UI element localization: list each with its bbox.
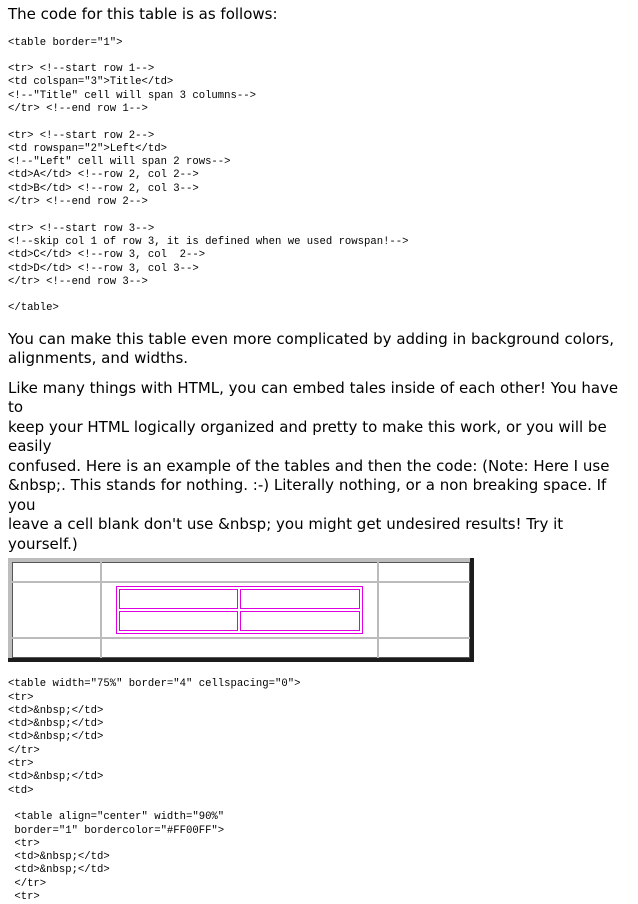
outer-cell bbox=[378, 560, 472, 582]
code-block-nested-table: <table width="75%" border="4" cellspacing="0"> <tr> <td>&nbsp;</td> <td>&nbsp;</td> <td>&nbsp;</td> </tr> <tr> <td>&nbsp;</td> <td> <table align="center" width="90%" border="1" bordercolor="#FF00FF"> <tr> <td>&nbsp;</td> <td>&nbsp;</td> </tr> <tr> bbox=[8, 678, 301, 903]
inner-cell bbox=[119, 611, 239, 631]
inner-magenta-table bbox=[116, 586, 364, 634]
paragraph-nested-tables: Like many things with HTML, you can embed tales inside of each other! You have to keep your HTML logically organized and pretty to make this work, or you will be easily confused. Here is an example of the tables and then the code: (Note: Here I use &nbsp;. This stands for nothing. :-) Literally nothing, or a non breaking space. If you leave a cell blank don't use &nbsp; you might get undesired results! Try it yourself.) bbox=[8, 378, 619, 553]
nested-table-example bbox=[8, 558, 474, 662]
inner-cell bbox=[240, 611, 360, 631]
outer-cell bbox=[10, 582, 101, 638]
paragraph-complicated-tables: You can make this table even more complicated by adding in background colors, alignments, and widths. bbox=[8, 329, 614, 368]
outer-cell bbox=[101, 560, 378, 582]
document-page bbox=[8, 0, 630, 904]
inner-cell bbox=[240, 589, 360, 609]
outer-cell bbox=[10, 638, 101, 660]
outer-cell bbox=[101, 638, 378, 660]
code-block-basic-table: <table border="1"> <tr> <!--start row 1--> <td colspan="3">Title</td> <!--"Title" cell will span 3 columns--> </tr> <!--end row 1--> <tr> <!--start row 2--> <td rowspan="2">Left</td> <!--"Left" cell will span 2 rows--> <td>A</td> <!--row 2, col 2--> <td>B</td> <!--row 2, col 3--> </tr> <!--end row 2--> <tr> <!--start row 3--> <!--skip col 1 of row 3, it is defined when we used rowspan!--> <td>C</td> <!--row 3, col 2--> <td>D</td> <!--row 3, col 3--> </tr> <!--end row 3--> </table> bbox=[8, 36, 409, 315]
outer-cell bbox=[10, 560, 101, 582]
inner-cell bbox=[119, 589, 239, 609]
outer-cell-with-inner-table bbox=[101, 582, 378, 638]
outer-cell bbox=[378, 582, 472, 638]
outer-cell bbox=[378, 638, 472, 660]
intro-text: The code for this table is as follows: bbox=[8, 5, 278, 23]
